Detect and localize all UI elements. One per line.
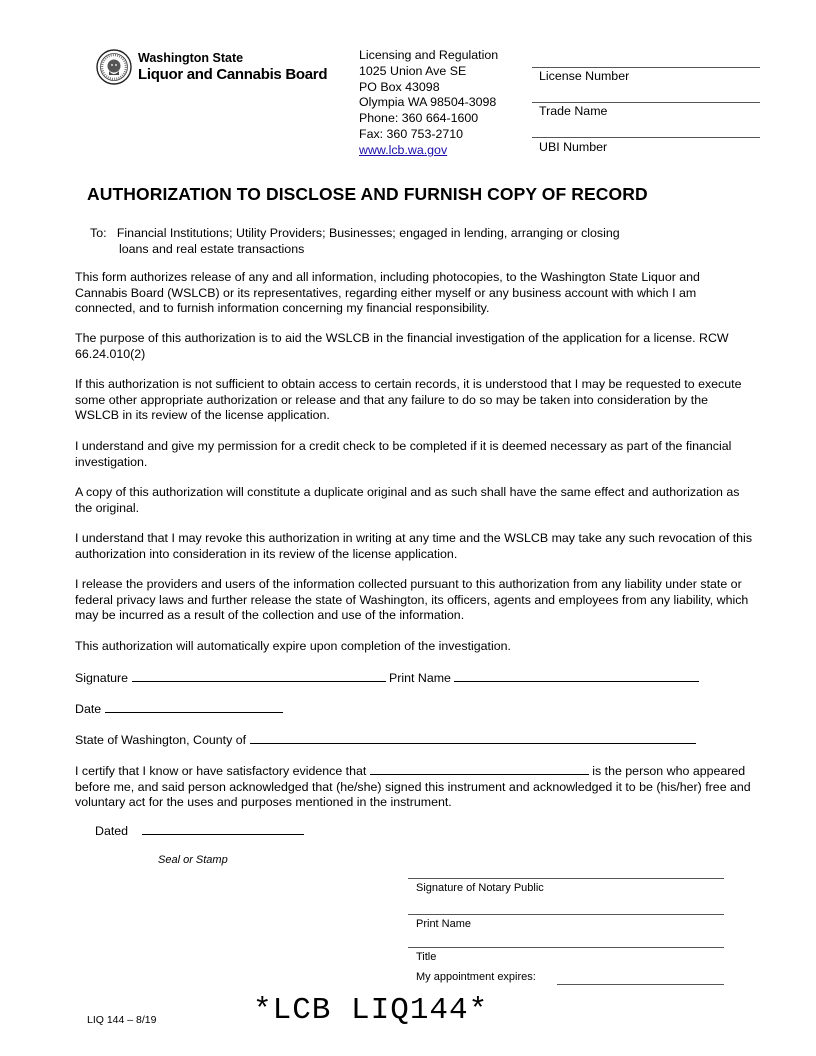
barcode-text: *LCB LIQ144*	[253, 993, 489, 1028]
agency-logo	[96, 49, 346, 89]
signature-label: Signature	[75, 671, 129, 685]
print-name-field[interactable]	[454, 670, 699, 682]
recipients-line: loans and real estate transactions	[119, 242, 305, 256]
license-number-line[interactable]	[532, 67, 760, 68]
notary-title-label: Title	[416, 951, 437, 963]
recipients	[90, 225, 620, 257]
county-row	[75, 732, 755, 749]
notary-signature-label: Signature of Notary Public	[416, 882, 544, 894]
date-label: Date	[75, 702, 102, 716]
form-id: LIQ 144 – 8/19	[87, 1014, 157, 1026]
signature-field[interactable]	[132, 670, 386, 682]
trade-name-label: Trade Name	[539, 104, 608, 118]
address-line: Fax: 360 753-2710	[359, 126, 464, 141]
appointment-expires-field[interactable]	[557, 984, 724, 985]
dated-row	[95, 823, 304, 838]
trade-name-line[interactable]	[532, 102, 760, 103]
address-block	[359, 48, 498, 159]
notary-print-name-label: Print Name	[416, 918, 472, 930]
address-line: Phone: 360 664-1600	[359, 111, 479, 126]
ubi-number-label: UBI Number	[539, 140, 608, 154]
certify-paragraph	[75, 763, 755, 811]
person-name-field[interactable]	[370, 763, 589, 775]
paragraph: The purpose of this authorization is to aid the WSLCB in the financial investigation of the application for a license. RCW 66.24.010(2)	[75, 331, 729, 361]
paragraph: This form authorizes release of any and all information, including photocopies, to the Washington State Liquor and Cannabis Board (WSLCB) or its representatives, regarding either myself or any business account with which I am connected, and to furnish information concerning my financial responsibility.	[75, 270, 700, 316]
certify-text: I certify that I know or have satisfactory evidence that	[75, 764, 367, 778]
ubi-number-line[interactable]	[532, 137, 760, 138]
notary-print-name-line[interactable]	[408, 914, 724, 915]
paragraph: I release the providers and users of the information collected pursuant to this authorization from any liability under state or federal privacy laws and further release the state of Washington, its officers, agents and employees from any liability, which may be incurred as a result of the collection and use of the information.	[75, 577, 749, 623]
date-row	[75, 701, 755, 718]
address-line: Olympia WA 98504-3098	[359, 95, 497, 110]
notary-signature-line[interactable]	[408, 878, 724, 879]
logo-text-state: Washington State	[138, 51, 244, 65]
paragraph: I understand that I may revoke this authorization in writing at any time and the WSLCB may take any such revocation of this authorization into consideration in its review of the license application.	[75, 531, 753, 561]
county-field[interactable]	[250, 732, 696, 744]
dated-label: Dated	[95, 824, 129, 838]
paragraph: This authorization will automatically expire upon completion of the investigation.	[75, 639, 511, 653]
county-label: State of Washington, County of	[75, 733, 247, 747]
date-field[interactable]	[105, 701, 283, 713]
address-line: 1025 Union Ave SE	[359, 63, 467, 78]
appointment-expires-label: My appointment expires:	[416, 971, 536, 983]
paragraph: I understand and give my permission for a credit check to be completed if it is deemed necessary as part of the financial investigation.	[75, 439, 732, 469]
document-title: AUTHORIZATION TO DISCLOSE AND FURNISH COPY OF RECORD	[87, 184, 648, 204]
paragraph: A copy of this authorization will constitute a duplicate original and as such shall have the same effect and authorization as the original.	[75, 485, 740, 515]
logo-text-board: Liquor and Cannabis Board	[138, 66, 328, 83]
state-seal-icon	[96, 49, 132, 85]
notary-title-line[interactable]	[408, 947, 724, 948]
address-line: Licensing and Regulation	[359, 48, 499, 62]
website-link[interactable]: www.lcb.wa.gov	[359, 142, 448, 157]
paragraph: If this authorization is not sufficient to obtain access to certain records, it is understood that I may be requested to execute some other appropriate authorization or release and that any failure to do so may be taken into consideration by the WSLCB in its review of the license application.	[75, 377, 742, 423]
address-line: PO Box 43098	[359, 79, 440, 94]
dated-field[interactable]	[142, 823, 304, 835]
recipients-line: To: Financial Institutions; Utility Providers; Businesses; engaged in lending, arranging or closing	[90, 226, 620, 240]
seal-label: Seal or Stamp	[158, 854, 228, 866]
print-name-label: Print Name	[388, 671, 451, 685]
certify-text: is the person who	[592, 764, 690, 778]
license-number-label: License Number	[539, 69, 630, 83]
certify-text: appeared before me, and said person acknowledged that (he/she) signed this instrument and acknowledged it to be (his/her) free and voluntary act for the uses and purposes mentioned in the instrument.	[75, 764, 751, 810]
signature-row	[75, 670, 755, 687]
